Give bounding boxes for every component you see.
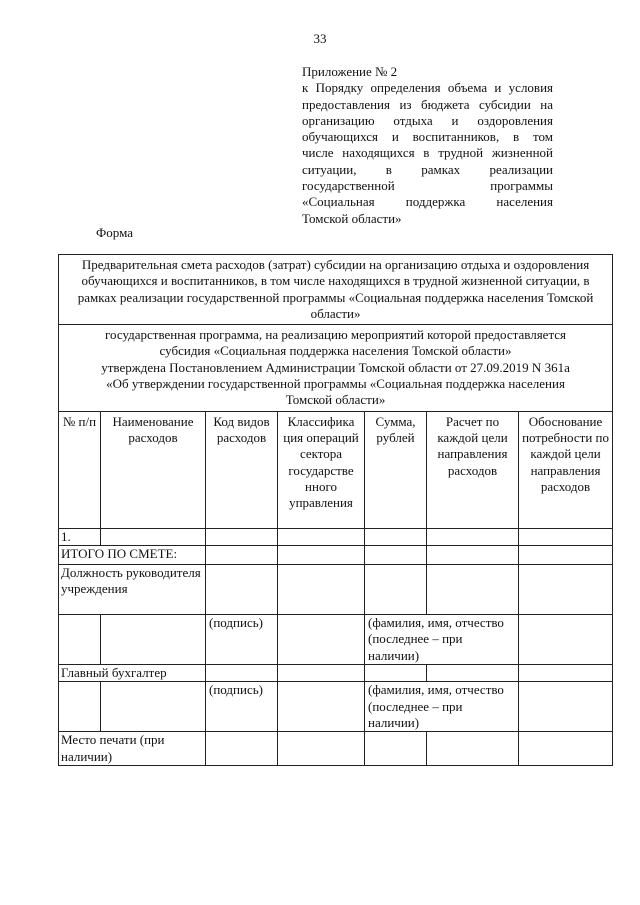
program-info-line: утверждена Постановлением Администрации Томской области от 27.09.2019 N 361а [101, 359, 570, 375]
col-header-code: Код видов расходов [206, 411, 278, 528]
table-cell [206, 732, 278, 766]
table-cell [519, 545, 613, 564]
chief-accountant-label: Главный бухгалтер [59, 664, 206, 681]
appendix-line: государственной программы [302, 178, 553, 194]
table-cell [278, 528, 365, 545]
col-header-name: Наименование расходов [101, 411, 206, 528]
appendix-line: организацию отдыха и оздоровления [302, 112, 553, 128]
table-cell [519, 564, 613, 614]
table-cell [101, 682, 206, 732]
program-info-line: «Об утверждении государственной программы «Социальная поддержка населения [106, 376, 565, 392]
table-cell [519, 614, 613, 664]
signature-label: (подпись) [206, 682, 278, 732]
row-number: 1. [59, 528, 101, 545]
signature-label: (подпись) [206, 614, 278, 664]
table-cell [427, 564, 519, 614]
appendix-line: обучающихся и воспитанников, в том [302, 129, 553, 145]
appendix-line: ситуации, в рамках реализации [302, 161, 553, 177]
table-cell [278, 732, 365, 766]
table-cell [427, 664, 519, 681]
table-cell [59, 614, 101, 664]
appendix-line: Приложение № 2 [302, 64, 398, 79]
table-cell [278, 545, 365, 564]
col-header-sum: Сумма, рублей [365, 411, 427, 528]
total-label: ИТОГО ПО СМЕТЕ: [59, 545, 206, 564]
program-info-line: государственная программа, на реализацию мероприятий которой предоставляется [105, 327, 567, 343]
appendix-line: предоставления из бюджета субсидии на [302, 96, 553, 112]
col-header-justification: Обоснование потребности по каждой цели направления расходов [519, 411, 613, 528]
appendix-line: «Социальная поддержка населения [302, 194, 553, 210]
col-header-classification: Классифика ция операций сектора государстве нного управления [278, 411, 365, 528]
col-header-calc: Расчет по каждой цели направления расходов [427, 411, 519, 528]
table-cell [427, 732, 519, 766]
name-hint: (фамилия, имя, отчество (последнее – при наличии) [365, 614, 519, 664]
appendix-line: Томской области» [302, 210, 402, 226]
program-info-line: субсидия «Социальная поддержка населения Томской области» [159, 343, 512, 359]
table-cell [101, 614, 206, 664]
table-cell [206, 564, 278, 614]
form-label: Форма [96, 225, 133, 240]
table-cell [519, 528, 613, 545]
table-cell [101, 528, 206, 545]
estimate-table [58, 254, 613, 766]
appendix-line: к Порядку определения объема и условия [302, 80, 553, 96]
head-position-label: Должность руководителя учреждения [59, 564, 206, 614]
table-cell [278, 682, 365, 732]
table-cell [365, 732, 427, 766]
col-header-num: № п/п [59, 411, 101, 528]
table-cell [278, 614, 365, 664]
appendix-line: числе находящихся в трудной жизненной [302, 145, 553, 161]
table-cell [427, 545, 519, 564]
table-cell [519, 664, 613, 681]
table-cell [365, 545, 427, 564]
table-cell [278, 664, 365, 681]
name-hint: (фамилия, имя, отчество (последнее – при наличии) [365, 682, 519, 732]
table-cell [59, 682, 101, 732]
table-cell [365, 664, 427, 681]
table-cell [206, 528, 278, 545]
table-cell [427, 528, 519, 545]
table-cell [278, 564, 365, 614]
table-cell [519, 732, 613, 766]
table-cell [365, 528, 427, 545]
page-number: 33 [313, 31, 327, 46]
appendix-header [302, 64, 553, 227]
table-cell [519, 682, 613, 732]
table-cell [206, 545, 278, 564]
stamp-place-label: Место печати (при наличии) [59, 732, 206, 766]
program-info [59, 325, 613, 411]
program-info-line: Томской области» [285, 392, 386, 408]
table-cell [365, 564, 427, 614]
table-title: Предварительная смета расходов (затрат) субсидии на организацию отдыха и оздоровления обучающихся и воспитанников, в том числе находящихся в трудной жизненной ситуации, в рамках реализации государственной программы «Социальная поддержка населения Томской области» [59, 255, 613, 325]
table-cell [206, 664, 278, 681]
